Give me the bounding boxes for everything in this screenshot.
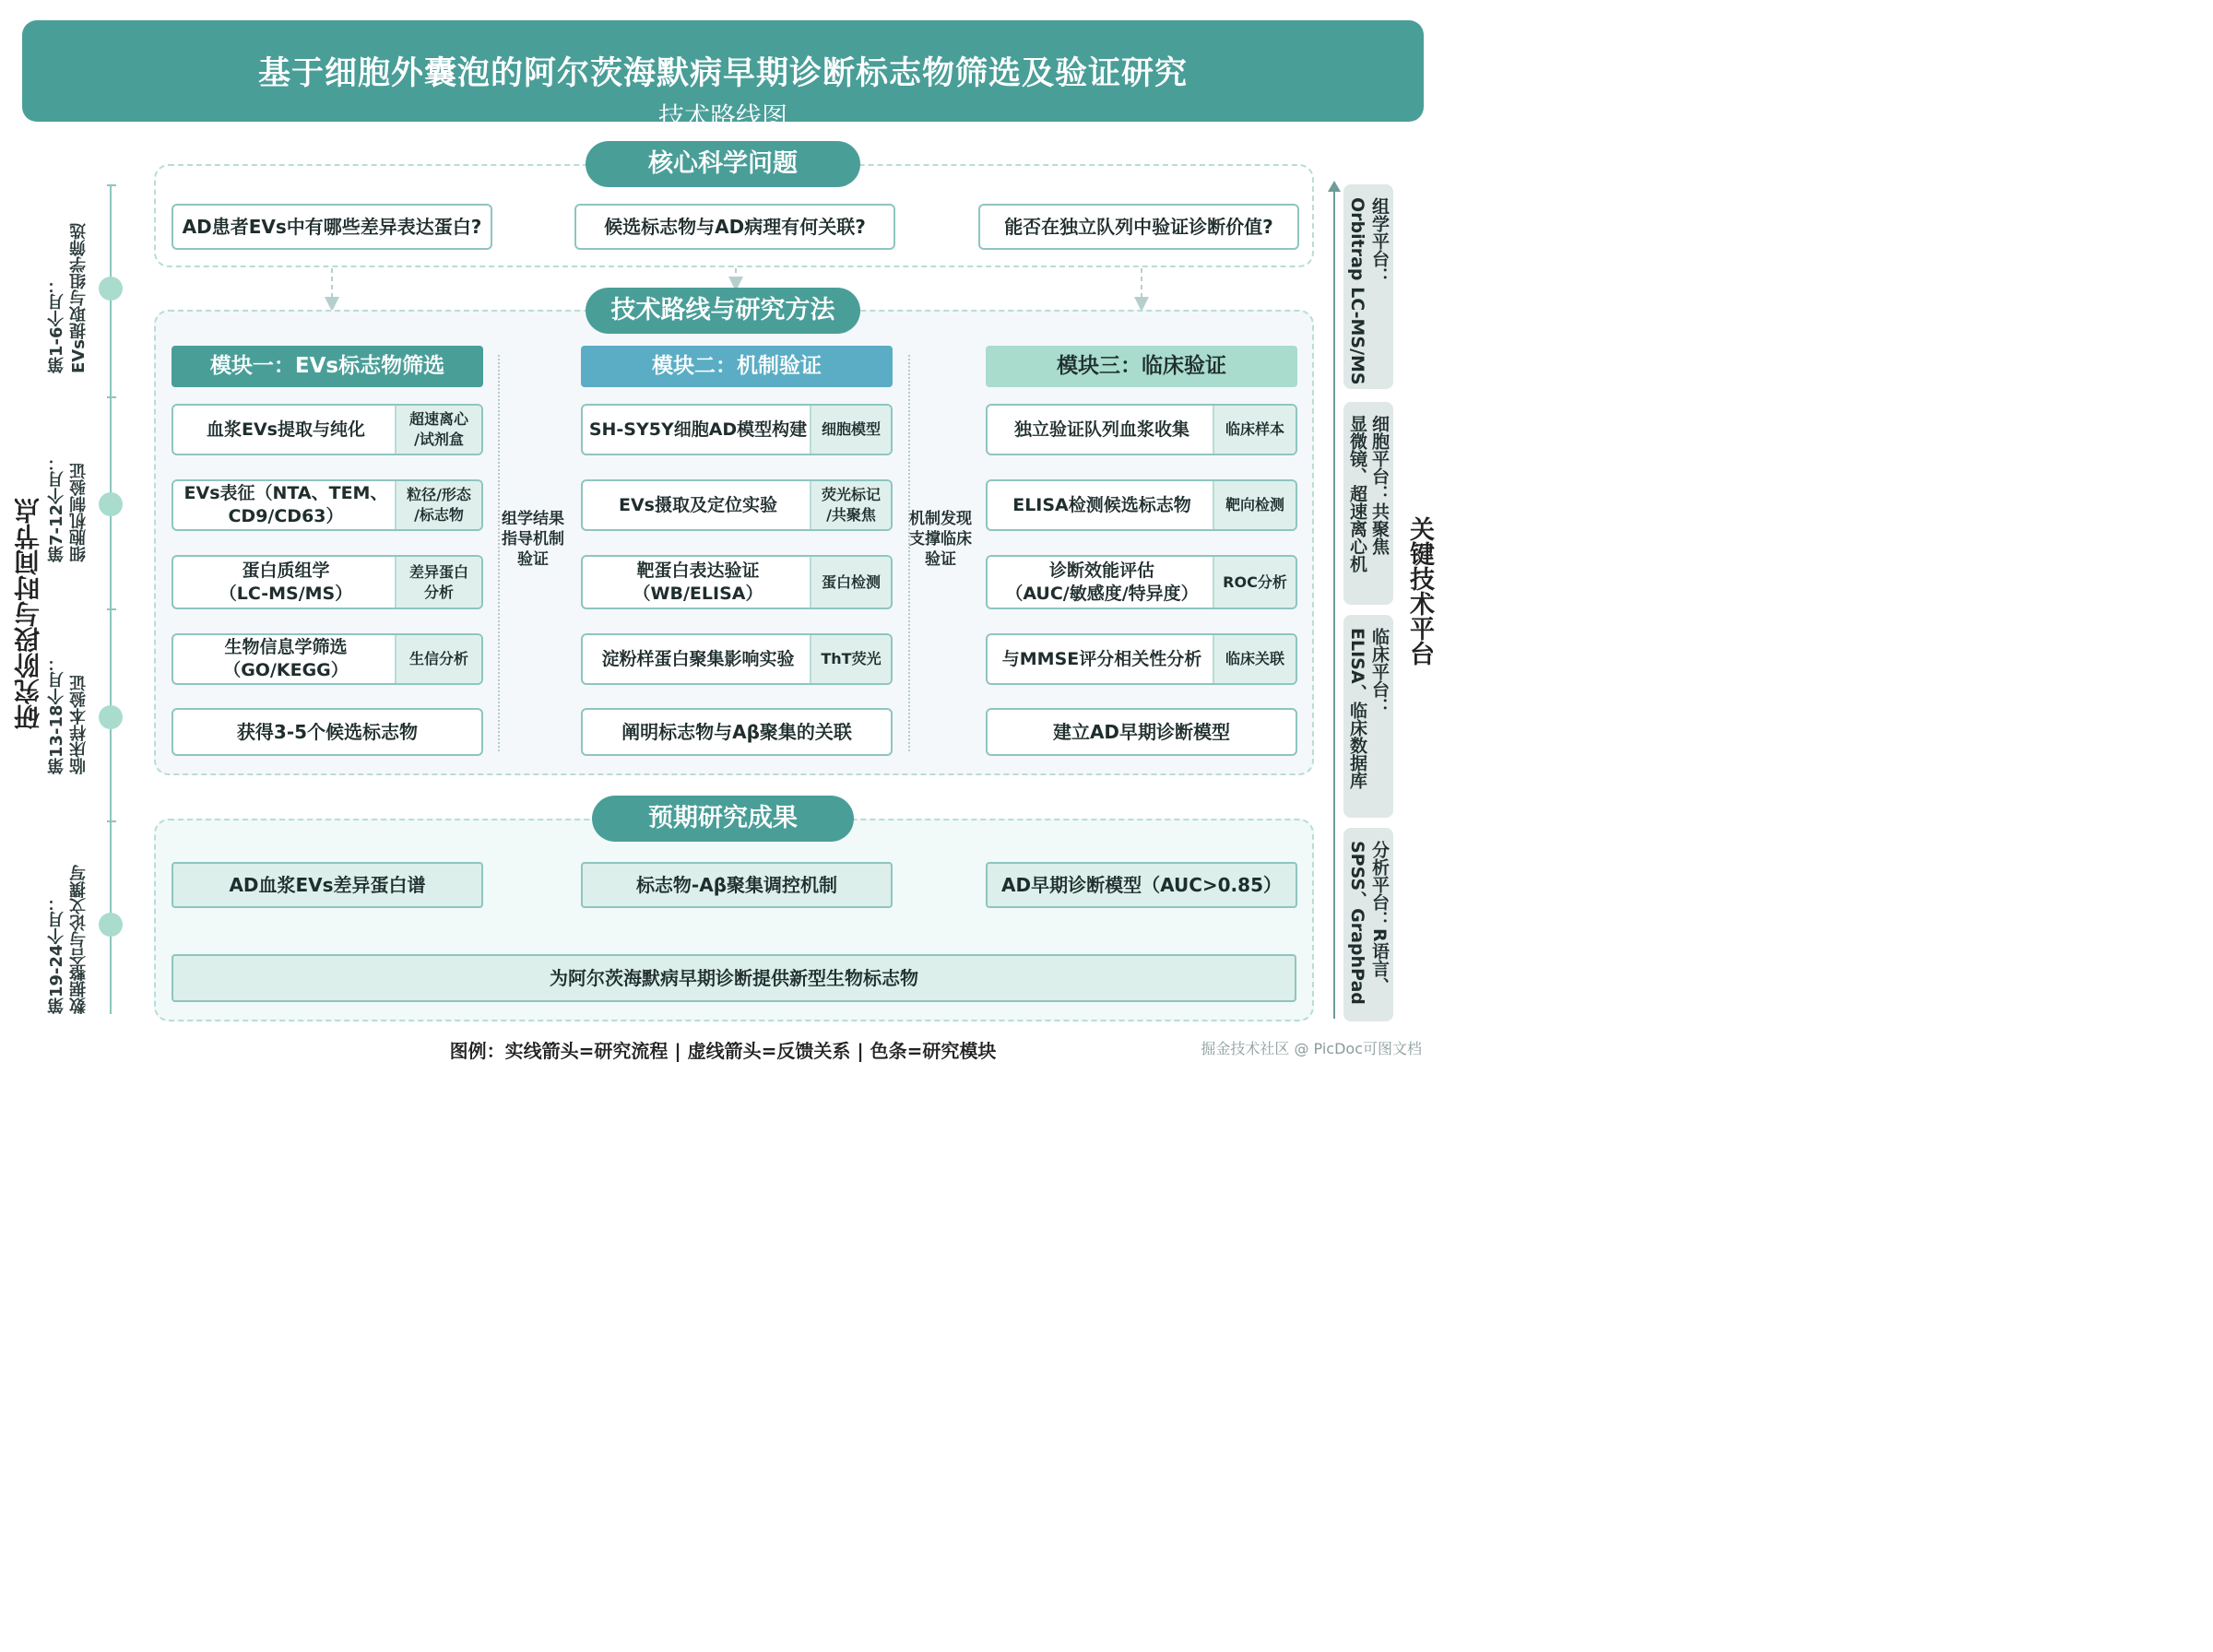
module-1-header: 模块一：EVs标志物筛选 <box>172 346 483 387</box>
platform-omics: 组学平台： Orbitrap LC-MS/MS <box>1343 184 1393 389</box>
platform-clinical: 临床平台： ELISA、临床数据库 <box>1343 615 1393 818</box>
timeline-period-1: 第1-6个月： EVs提取与组学筛选 <box>47 223 89 373</box>
timeline-period-4: 第19-24个月： 数据整合与论文撰写 <box>47 865 89 1014</box>
module-2-step-1: SH-SY5Y细胞AD模型构建 细胞模型 <box>581 404 893 455</box>
module-3-step-3: 诊断效能评估 （AUC/敏感度/特异度） ROC分析 <box>986 555 1297 609</box>
outcome-box-2: 标志物-Aβ聚集调控机制 <box>581 862 893 908</box>
module-2-step-4: 淀粉样蛋白聚集影响实验 ThT荧光 <box>581 633 893 685</box>
feedback-note-left: 组学结果 指导机制 验证 <box>502 510 564 569</box>
timeline-period-2: 第7-12个月： 细胞机制验证 <box>47 454 89 562</box>
module-1-step-4: 生物信息学筛选 （GO/KEGG） 生信分析 <box>172 633 483 685</box>
module-3-step-1: 独立验证队列血浆收集 临床样本 <box>986 404 1297 455</box>
platform-cell: 细胞平台：共聚焦 显微镜、超速离心机 <box>1343 402 1393 605</box>
outcome-box-3: AD早期诊断模型（AUC>0.85） <box>986 862 1297 908</box>
module-3-step-4: 与MMSE评分相关性分析 临床关联 <box>986 633 1297 685</box>
question-box-3: 能否在独立队列中验证诊断价值? <box>978 204 1299 250</box>
timeline-title: 研究阶段与时间节点 <box>13 498 43 730</box>
platform-axis-arrow-icon <box>1328 181 1341 192</box>
module-1-step-3: 蛋白质组学 （LC-MS/MS） 差异蛋白 分析 <box>172 555 483 609</box>
module-2-step-3: 靶蛋白表达验证 （WB/ELISA） 蛋白检测 <box>581 555 893 609</box>
outcome-box-1: AD血浆EVs差异蛋白谱 <box>172 862 483 908</box>
page-subtitle: 技术路线图 <box>657 101 787 132</box>
watermark: 掘金技术社区 @ PicDoc可图文档 <box>1201 1040 1422 1057</box>
module-2-result: 阐明标志物与Aβ聚集的关联 <box>581 708 893 756</box>
platforms-title: 关键技术平台 <box>1405 516 1434 666</box>
outcomes-title: 预期研究成果 <box>592 796 854 842</box>
feedback-note-right: 机制发现 支撑临床 验证 <box>909 510 972 569</box>
conclusion-box: 为阿尔茨海默病早期诊断提供新型生物标志物 <box>172 954 1296 1002</box>
legend: 图例：实线箭头=研究流程 | 虚线箭头=反馈关系 | 色条=研究模块 <box>449 1040 997 1062</box>
module-1-step-1: 血浆EVs提取与纯化 超速离心 /试剂盒 <box>172 404 483 455</box>
page-title: 基于细胞外囊泡的阿尔茨海默病早期诊断标志物筛选及验证研究 <box>257 55 1188 92</box>
platform-axis <box>1333 184 1335 1019</box>
platform-analysis: 分析平台：R语言、 SPSS、GraphPad <box>1343 828 1393 1021</box>
timeline-period-3: 第13-18个月： 临床样本验证 <box>47 655 89 774</box>
module-3-result: 建立AD早期诊断模型 <box>986 708 1297 756</box>
module-2-header: 模块二：机制验证 <box>581 346 893 387</box>
question-box-2: 候选标志物与AD病理有何关联? <box>574 204 895 250</box>
module-1-step-2: EVs表征（NTA、TEM、 CD9/CD63） 粒径/形态 /标志物 <box>172 479 483 531</box>
module-1-result: 获得3-5个候选标志物 <box>172 708 483 756</box>
question-box-1: AD患者EVs中有哪些差异表达蛋白? <box>172 204 492 250</box>
methods-title: 技术路线与研究方法 <box>586 288 860 334</box>
module-3-step-2: ELISA检测候选标志物 靶向检测 <box>986 479 1297 531</box>
module-3-header: 模块三：临床验证 <box>986 346 1297 387</box>
core-questions-title: 核心科学问题 <box>586 141 860 187</box>
module-2-step-2: EVs摄取及定位实验 荧光标记 /共聚焦 <box>581 479 893 531</box>
